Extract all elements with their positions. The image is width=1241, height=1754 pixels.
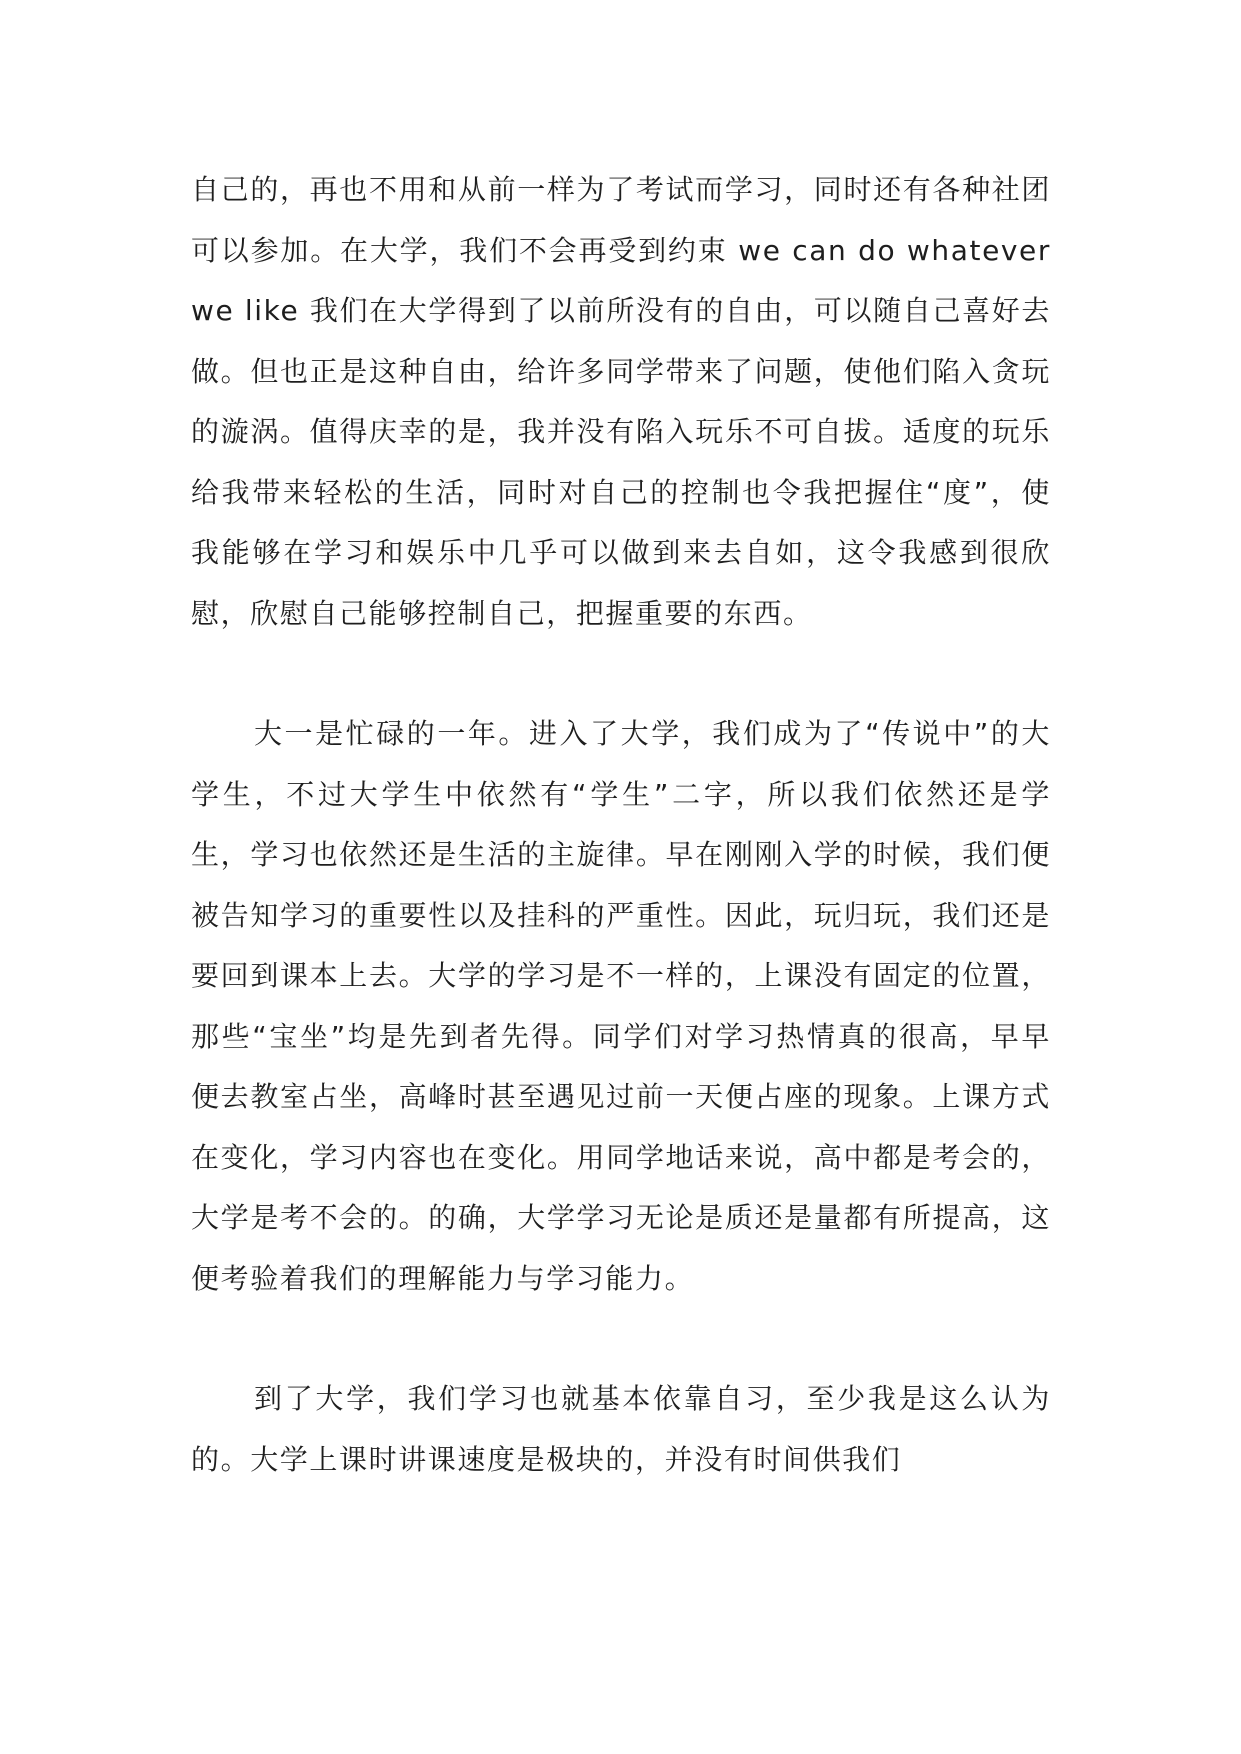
- paragraph-self-study: 到了大学，我们学习也就基本依靠自习，至少我是这么认为的。大学上课时讲课速度是极块的，并没有时间供我们: [191, 1382, 1051, 1476]
- document-body: [191, 160, 1051, 1490]
- paragraph-freshman-year: 大一是忙碌的一年。进入了大学，我们成为了“传说中”的大学生，不过大学生中依然有“学生”二字，所以我们依然还是学生，学习也依然还是生活的主旋律。早在刚刚入学的时候，我们便被告知学习的重要性以及挂科的严重性。因此，玩归玩，我们还是要回到课本上去。大学的学习是不一样的，上课没有固定的位置，那些“宝坐”均是先到者先得。同学们对学习热情真的很高，早早便去教室占坐，高峰时甚至遇见过前一天便占座的现象。上课方式在变化，学习内容也在变化。用同学地话来说，高中都是考会的，大学是考不会的。的确，大学学习无论是质还是量都有所提高，这便考验着我们的理解能力与学习能力。: [191, 717, 1051, 1295]
- paragraph-continued: 自己的，再也不用和从前一样为了考试而学习，同时还有各种社团可以参加。在大学，我们不会再受到约束 we can do whatever we like 我们在大学得到了以前所没有的自由，可以随自己喜好去做。但也正是这种自由，给许多同学带来了问题，使他们陷入贪玩的漩涡。值得庆幸的是，我并没有陷入玩乐不可自拔。适度的玩乐给我带来轻松的生活，同时对自己的控制也令我把握住“度”，使我能够在学习和娱乐中几乎可以做到来去自如，这令我感到很欣慰，欣慰自己能够控制自己，把握重要的东西。: [191, 173, 1051, 630]
